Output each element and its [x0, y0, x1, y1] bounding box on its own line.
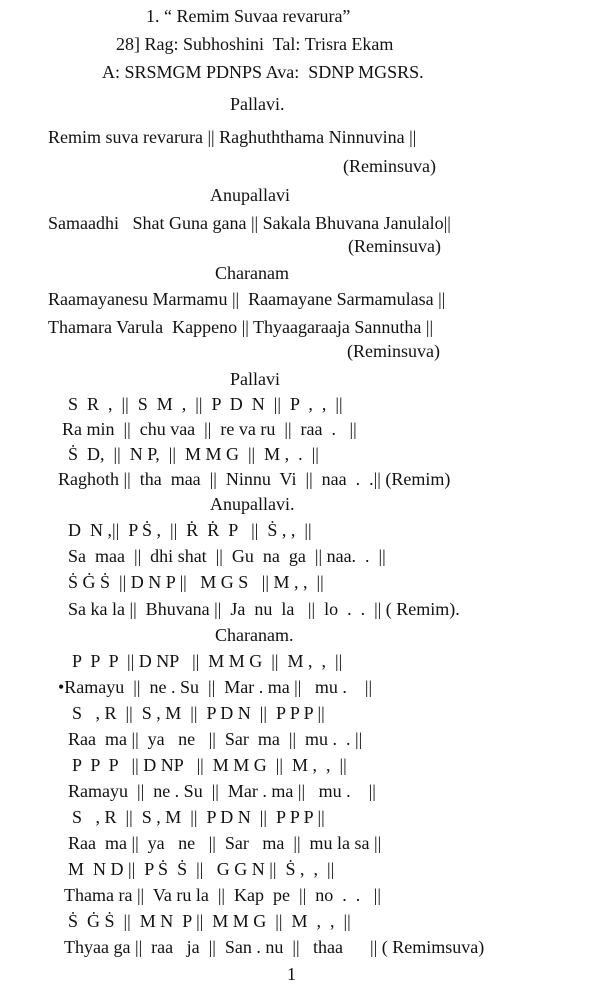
sahitya-line: Ra min || chu vaa || re va ru || raa . || — [62, 419, 357, 439]
sahitya-line: Sa maa || dhi shat || Gu na ga || naa. . || — [68, 546, 386, 566]
raga-tala-line: 28] Rag: Subhoshini Tal: Trisra Ekam — [116, 34, 394, 54]
anupallavi-lyric-line: Samaadhi Shat Guna gana || Sakala Bhuvana Janulalo|| — [48, 213, 451, 233]
notation-charanam-heading: Charanam. — [215, 625, 294, 645]
sahitya-line: Raa ma || ya ne || Sar ma || mu . . || — [68, 729, 363, 749]
pallavi-lyric-line: Remim suva revarura || Raghuththama Ninnuvina || — [48, 127, 417, 147]
swara-line: Ṡ D, || N P, || M M G || M , . || — [68, 444, 319, 464]
swara-line: D N ,|| P Ṡ , || Ṙ Ṙ P || Ṡ , , || — [68, 520, 312, 540]
sahitya-line: Ramayu || ne . Su || Mar . ma || mu . || — [68, 781, 376, 801]
charanam-refrain: (Reminsuva) — [347, 341, 440, 361]
swara-line: M N D || P Ṡ Ṡ || G G N || Ṡ , , || — [68, 859, 335, 879]
sahitya-line: •Ramayu || ne . Su || Mar . ma || mu . || — [58, 677, 373, 697]
swara-line: Ṡ Ġ Ṡ || M N P || M M G || M , , || — [68, 911, 351, 931]
sahitya-line: Thama ra || Va ru la || Kap pe || no . . || — [64, 885, 381, 905]
sahitya-line: Raghoth || tha maa || Ninnu Vi || naa . .|| (Remim) — [58, 469, 451, 489]
pallavi-refrain: (Reminsuva) — [343, 156, 436, 176]
swara-line: S R , || S M , || P D N || P , , || — [68, 394, 343, 414]
sahitya-line: Raa ma || ya ne || Sar ma || mu la sa || — [68, 833, 382, 853]
anupallavi-refrain: (Reminsuva) — [348, 236, 441, 256]
sahitya-line: Sa ka la || Bhuvana || Ja nu la || lo . . || ( Remim). — [68, 599, 460, 619]
charanam-lyric-line-1: Raamayanesu Marmamu || Raamayane Sarmamulasa || — [48, 289, 446, 309]
swara-line: P P P || D NP || M M G || M , , || — [72, 755, 347, 775]
swara-line: P P P || D NP || M M G || M , , || — [72, 651, 343, 671]
anupallavi-heading: Anupallavi — [210, 185, 290, 205]
pallavi-heading: Pallavi. — [230, 94, 285, 114]
charanam-heading: Charanam — [215, 263, 289, 283]
notation-pallavi-heading: Pallavi — [230, 369, 280, 389]
song-title: 1. “ Remim Suvaa revarura” — [146, 6, 351, 26]
swara-line: Ṡ Ġ Ṡ || D N P || M G S || M , , || — [68, 572, 324, 592]
page-number: 1 — [287, 964, 296, 984]
sahitya-line: Thyaa ga || raa ja || San . nu || thaa || ( Remimsuva) — [64, 937, 485, 957]
scale-line: A: SRSMGM PDNPS Ava: SDNP MGSRS. — [102, 62, 424, 82]
swara-line: S , R || S , M || P D N || P P P || — [72, 807, 325, 827]
charanam-lyric-line-2: Thamara Varula Kappeno || Thyaagaraaja Sannutha || — [48, 317, 434, 337]
swara-line: S , R || S , M || P D N || P P P || — [72, 703, 325, 723]
notation-anupallavi-heading: Anupallavi. — [210, 494, 295, 514]
